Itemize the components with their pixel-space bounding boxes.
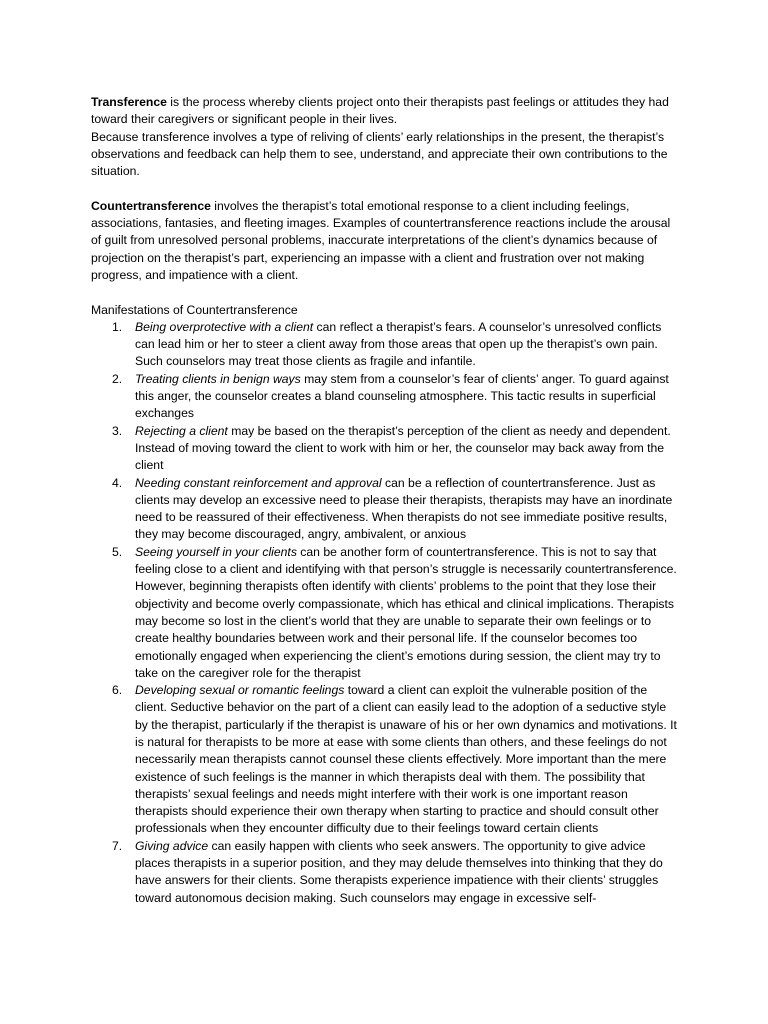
- list-item-lead: Giving advice: [135, 838, 209, 853]
- list-item-text: can be a reflection of countertransference. Just as clients may develop an excessive need to please their therapists, therapists may have an inordinate need to be reassured of their effectiveness. When therapists do not see immediate positive results, they may become discouraged, angry, ambivalent, or anxious: [135, 475, 673, 542]
- list-item-text: may be based on the therapist’s perception of the client as needy and dependent. Instead of moving toward the client to work with him or her, the counselor may back away from the client: [135, 423, 671, 473]
- transference-paragraph: [91, 94, 681, 129]
- transference-definition: is the process whereby clients project onto their therapists past feelings or attitudes they had toward their caregivers or significant people in their lives.: [91, 95, 669, 127]
- countertransference-paragraph: [91, 198, 681, 284]
- document-body: [91, 94, 681, 907]
- list-item-text: can reflect a therapist’s fears. A counselor’s unresolved conflicts can lead him or her to steer a client away from those areas that open up the therapist’s own pain. Such counselors may treat those clients as fragile and infantile.: [135, 319, 662, 369]
- list-item-number: 6.: [112, 683, 123, 698]
- list-item-lead: Rejecting a client: [135, 423, 228, 438]
- list-item-number: 1.: [112, 319, 123, 334]
- list-item: [91, 371, 681, 423]
- manifestations-list: [91, 319, 681, 907]
- list-item: [91, 682, 681, 838]
- paragraph-spacer: [91, 284, 681, 301]
- list-item-number: 5.: [112, 544, 123, 559]
- countertransference-definition: involves the therapist’s total emotional response to a client including feelings, associations, fantasies, and fleeting images. Examples of countertransference reactions include the arousal of guilt from unresolved personal problems, inaccurate interpretations of the client’s dynamics because of projection on the therapist’s part, experiencing an impasse with a client and frustration over not making progress, and impatience with a client.: [91, 198, 671, 282]
- list-item: [91, 319, 681, 371]
- paragraph-spacer: [91, 180, 681, 197]
- list-item-number: 2.: [112, 371, 123, 386]
- list-item-text: may stem from a counselor’s fear of clients’ anger. To guard against this anger, the counselor creates a bland counseling atmosphere. This tactic results in superficial exchanges: [135, 371, 669, 421]
- list-item-lead: Treating clients in benign ways: [135, 371, 301, 386]
- list-item-number: 4.: [112, 475, 123, 490]
- list-item: [91, 838, 681, 907]
- list-item-number: 7.: [112, 838, 123, 853]
- list-item: [91, 423, 681, 475]
- list-item: [91, 544, 681, 682]
- list-item-text: toward a client can exploit the vulnerable position of the client. Seductive behavior on the part of a client can easily lead to the adoption of a seductive style by the therapist, particularly if the therapist is unaware of his or her own dynamics and motivations. It is natural for therapists to be more at ease with some clients than others, and these feelings do not necessarily mean therapists cannot counsel these clients effectively. More important than the mere existence of such feelings is the manner in which therapists deal with them. The possibility that therapists’ sexual feelings and needs might interfere with their work is one important reason therapists should experience their own therapy when starting to practice and should consult other professionals when they encounter difficulty due to their feelings toward certain clients: [135, 683, 677, 836]
- list-item-text: can easily happen with clients who seek answers. The opportunity to give advice places therapists in a superior position, and they may delude themselves into thinking that they do have answers for their clients. Some therapists experience impatience with their clients’ struggles toward autonomous decision making. Such counselors may engage in excessive self-: [135, 838, 663, 905]
- transference-term: Transference: [91, 95, 167, 109]
- list-item-number: 3.: [112, 423, 123, 438]
- list-item-lead: Needing constant reinforcement and approval: [135, 475, 382, 490]
- list-item: [91, 475, 681, 544]
- list-item-lead: Developing sexual or romantic feelings: [135, 683, 345, 698]
- countertransference-term: Countertransference: [91, 198, 211, 213]
- transference-explanation: Because transference involves a type of reliving of clients’ early relationships in the present, the therapist’s observations and feedback can help them to see, understand, and appreciate their own contributions to the situation.: [91, 129, 668, 179]
- list-item-text: can be another form of countertransference. This is not to say that feeling close to a client and identifying with that person’s struggle is necessarily countertransference. However, beginning therapists often identify with clients’ problems to the point that they lose their objectivity and become overly compassionate, which has ethical and clinical implications. Therapists may become so lost in the client’s world that they are unable to separate their own feelings or to create healthy boundaries between work and their personal life. If the counselor becomes too emotionally engaged when experiencing the client’s emotions during session, the client may try to take on the caregiver role for the therapist: [135, 544, 677, 680]
- manifestations-heading: Manifestations of Countertransference: [91, 302, 298, 317]
- list-item-lead: Seeing yourself in your clients: [135, 544, 297, 559]
- list-item-lead: Being overprotective with a client: [135, 319, 314, 334]
